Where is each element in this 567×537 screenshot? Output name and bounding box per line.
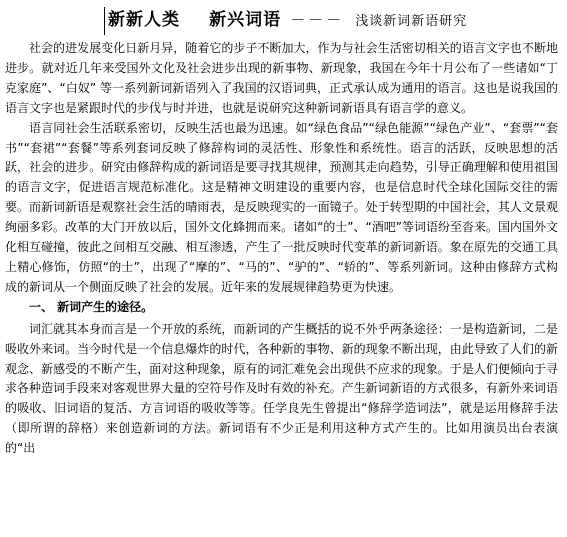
title-subtitle: 浅谈新词新语研究	[355, 14, 468, 29]
section-heading-1: 一、 新词产生的途径。	[29, 299, 154, 314]
document-body	[5, 39, 558, 459]
paragraph-3: 词汇就其本身而言是一个开放的系统，而新词的产生概括的说不外乎两条途径：一是构造新词，二是吸收外来词。当今时代是一个信息爆炸的时代，各种新的事物、新的现象不断出现，由此导致了人们的新观念、新感受的不断产生，面对这种现象，原有的词汇难免会出现供不应求的现象。于是人们便倾向于寻求各种造词手段来对客观世界大量的空符号作及时有效的补充。产生新词新语的方式很多，有新外来词语的吸收、旧词语的复活、方言词语的吸收等等。任学良先生曾提出“修辞学造词法”，就是运用修辞手法（即所谓的辞格）来创造新词的方法。新词语有不少正是利用这种方式产生的。比如用演员出台表演的“出	[5, 321, 558, 456]
title-part-1: 新新人类	[108, 10, 180, 30]
title-dashes: －－－	[290, 11, 345, 29]
document-title	[108, 6, 467, 34]
paragraph-2: 语言同社会生活联系密切，反映生活也最为迅速。如“绿色食品”“绿色能源”“绿色产业”、“套票”“套书”“套裙”“套餐”等系列套词反映了修辞构词的灵活性、形象性和系统性。语言的活跃，反映思想的活跃，社会的进步。研究由修辞构成的新词语是要寻找其规律，预测其走向趋势，引导正确理解和使用祖国的语言文字，促进语言规范标准化。这是精神文明建设的重要内容，也是信息时代全球化国际交往的需要。而新词新语是观察社会生活的晴雨表，是反映现实的一面镜子。处于转型期的中国社会，其人文景观绚丽多彩。改革的大门开放以后，国外文化蜂拥而来。诸如“的士”、“酒吧”等词语纷至沓来。国内国外文化相互碰撞，彼此之间相互交融、相互渗透，产生了一批反映时代变革的新词新语。象在原先的交通工具上精心修饰，仿照“的士”，出现了“摩的”、“马的”、“驴的”、“轿的”、等系列新词。这种由修辞方式构成的新词从一个侧面反映了社会的发展。近年来的发展规律趋势更为快速。	[5, 120, 558, 294]
title-part-2: 新兴词语	[209, 10, 282, 30]
text-cursor	[104, 7, 105, 35]
paragraph-1: 社会的进发展变化日新月异，随着它的步子不断加大，作为与社会生活密切相关的语言文字也不断地进步。就对近几年来受国外文化及社会进步出现的新事物、新现象，我国在今年十月公布了一些诸如“丁克家庭”、“白奴” 等一系列新词新语列入了我国的汉语词典，正式承认成为通用的语言。这也是说我国的语言文字也是紧跟时代的步伐与时并进，也就是说研究这种新词新语具有语言学的意义。	[5, 41, 558, 115]
